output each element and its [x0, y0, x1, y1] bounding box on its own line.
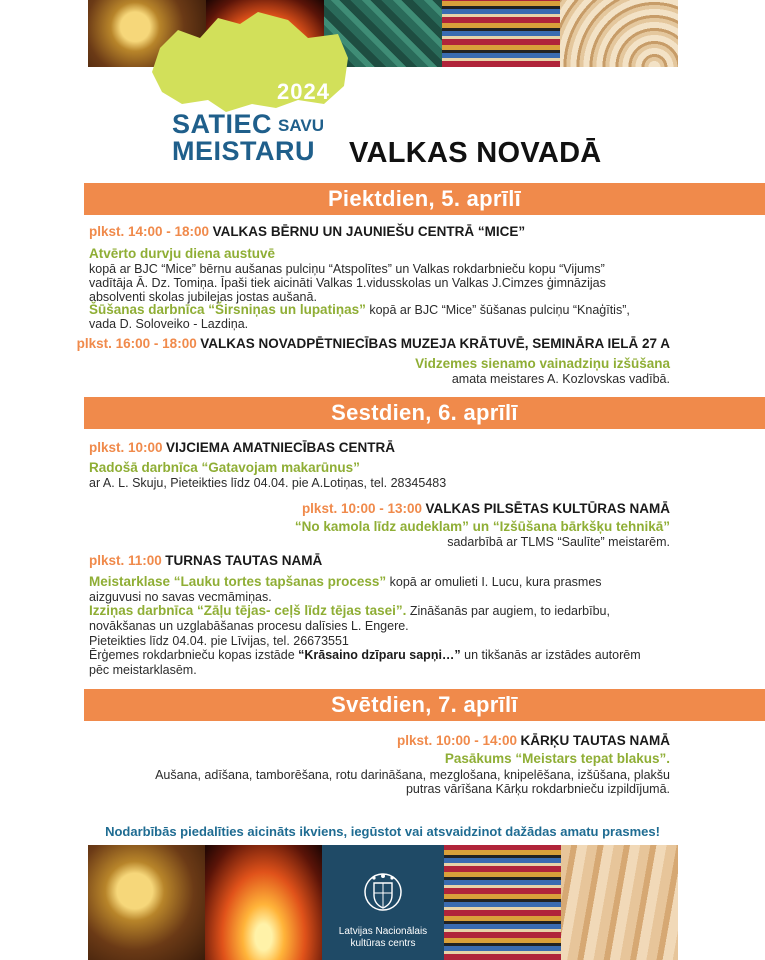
day-title: Svētdien, 7. aprīlī	[331, 692, 518, 717]
description-line	[89, 648, 641, 662]
year-label: 2024	[277, 79, 330, 104]
lnkc-logo-panel	[322, 845, 445, 960]
event-time: plkst. 10:00 - 14:00	[396, 733, 518, 748]
description-line: ar A. L. Skuju, Pieteikties līdz 04.04. pie A.Lotiņas, tel. 28345483	[89, 476, 447, 490]
description-line: amata meistares A. Kozlovskas vadībā.	[451, 372, 670, 386]
description-line: pēc meistarklasēm.	[89, 663, 197, 677]
day-bar-sunday	[84, 689, 765, 721]
region-title: VALKAS NOVADĀ	[349, 137, 602, 169]
description-line: Pieteikties līdz 04.04. pie Līvijas, tel. 26673551	[89, 634, 349, 648]
description-line: absolventi skolas jubilejas jostas aušanā.	[89, 290, 317, 304]
event-venue: TURNAS TAUTAS NAMĀ	[165, 553, 323, 568]
bottom-photo-strip	[88, 845, 678, 960]
description-line: putras vārīšana Kārķu rokdarbnieču izpildījumā.	[405, 782, 670, 796]
event-time: plkst. 14:00 - 18:00	[89, 224, 210, 239]
event-heading	[397, 734, 670, 748]
exhibition-intro: Ērģemes rokdarbnieču kopas izstāde	[89, 648, 299, 662]
brand-title-line1: SATIEC	[172, 109, 273, 139]
jewelry-photo	[88, 845, 205, 960]
day-title: Piektdien, 5. aprīlī	[327, 186, 522, 211]
event-heading	[89, 225, 525, 239]
description-line: vadītāja Ā. Dz. Tomiņa. Īpaši tiek aicināti Valkas 1.vidusskolas un Valkas J.Cimzes ģimnāzijas	[89, 276, 606, 290]
footer-invitation: Nodarbībās piedalīties aicināts ikviens, iegūstot vai atsvaidzinot dažādas amatu prasmes!	[105, 824, 660, 839]
description-line: aizguvusi no savas vecmāmiņas.	[89, 590, 272, 604]
event-venue: VALKAS BĒRNU UN JAUNIEŠU CENTRĀ “MICE”	[212, 224, 526, 239]
event-time: plkst. 16:00 - 18:00	[76, 336, 197, 351]
activity-title: Radošā darbnīca “Gatavojam makarūnus”	[89, 460, 360, 475]
activity-title: Atvērto durvju diena austuvē	[89, 246, 276, 261]
activity-title: “No kamola līdz audeklam” un “Izšūšana bārkšķu tehnikā”	[294, 519, 670, 534]
activity-line	[89, 575, 602, 589]
event-venue: KĀRĶU TAUTAS NAMĀ	[520, 733, 670, 748]
event-time: plkst. 11:00	[89, 553, 162, 568]
wooden-bowl-photo	[561, 845, 678, 960]
org-name-line2: kultūras centrs	[350, 938, 416, 949]
event-heading	[89, 554, 322, 568]
fire-photo	[205, 845, 322, 960]
activity-line	[89, 604, 610, 618]
activity-title: Izziņas darbnīca “Zāļu tējas- ceļš līdz tējas tasei”.	[89, 603, 407, 618]
activity-detail: kopā ar BJC “Mice” šūšanas pulciņu “Knaģītis”,	[365, 303, 630, 317]
description-line: novākšanas un uzglabāšanas procesu dalīsies L. Engere.	[89, 619, 409, 633]
description-line: Aušana, adīšana, tamborēšana, rotu darināšana, mezglošana, knipelēšana, izšūšana, plakšu	[155, 768, 670, 782]
activity-detail: Zināšanās par augiem, to iedarbību,	[406, 604, 610, 618]
event-time: plkst. 10:00	[89, 440, 163, 455]
event-heading	[302, 502, 670, 516]
activity-line	[89, 303, 630, 317]
event-venue: VALKAS PILSĒTAS KULTŪRAS NAMĀ	[425, 501, 670, 516]
day-title: Sestdien, 6. aprīlī	[331, 400, 518, 425]
brand-title-small: SAVU	[278, 116, 324, 135]
exhibition-title: “Krāsaino dzīparu sapņi…”	[298, 648, 461, 662]
event-heading	[77, 337, 670, 351]
activity-title: Pasākums “Meistars tepat blakus”.	[444, 751, 670, 766]
exhibition-detail: un tikšanās ar izstādes autorēm	[460, 648, 641, 662]
brand-title-line2: MEISTARU	[172, 136, 315, 166]
event-time: plkst. 10:00 - 13:00	[301, 501, 423, 516]
activity-title: Šūšanas darbnīca “Širsniņas un lupatiņas”	[89, 302, 366, 317]
description-line: sadarbībā ar TLMS “Saulīte” meistarēm.	[447, 535, 670, 549]
event-heading	[89, 441, 395, 455]
woven-belt-photo	[444, 845, 561, 960]
woven-belt-photo	[442, 0, 560, 67]
event-venue: VIJCIEMA AMATNIECĪBAS CENTRĀ	[166, 440, 396, 455]
day-bar-friday	[84, 183, 765, 215]
day-bar-saturday	[84, 397, 765, 429]
activity-title: Vidzemes sienamo vainadziņu izšūšana	[415, 356, 670, 371]
coat-of-arms-icon	[357, 868, 409, 918]
activity-detail: kopā ar omulieti I. Lucu, kura prasmes	[386, 575, 602, 589]
pottery-photo	[560, 0, 678, 67]
event-venue: VALKAS NOVADPĒTNIECĪBAS MUZEJA KRĀTUVĒ, SEMINĀRA IELĀ 27 A	[200, 336, 670, 351]
description-line: vada D. Soloveiko - Lazdiņa.	[89, 317, 249, 331]
org-name-line1: Latvijas Nacionālais	[338, 926, 428, 937]
description-line: kopā ar BJC “Mice” bērnu aušanas pulciņu “Atspolītes” un Valkas rokdarbnieču kopu “Vijums”	[89, 262, 605, 276]
activity-title: Meistarklase “Lauku tortes tapšanas process”	[89, 574, 387, 589]
